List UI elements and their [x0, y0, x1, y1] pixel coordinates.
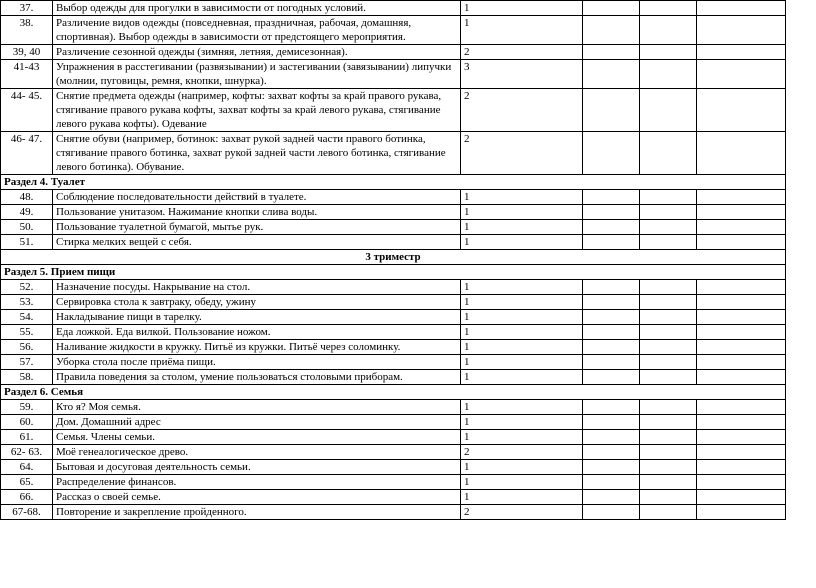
lesson-number: 61.: [1, 430, 53, 445]
table-row: [1, 60, 786, 89]
lesson-hours: 1: [461, 325, 583, 340]
empty-cell: [640, 310, 697, 325]
empty-cell: [697, 430, 786, 445]
lesson-hours: 2: [461, 445, 583, 460]
lesson-hours: 2: [461, 505, 583, 520]
lesson-hours: 1: [461, 430, 583, 445]
lesson-number: 39, 40: [1, 45, 53, 60]
empty-cell: [640, 490, 697, 505]
empty-cell: [640, 325, 697, 340]
section-header-row: [1, 175, 786, 190]
lesson-number: 64.: [1, 460, 53, 475]
table-row: [1, 45, 786, 60]
lesson-topic: Дом. Домашний адрес: [53, 415, 461, 430]
table-row: [1, 1, 786, 16]
empty-cell: [640, 340, 697, 355]
lesson-number: 58.: [1, 370, 53, 385]
empty-cell: [697, 45, 786, 60]
lesson-number: 53.: [1, 295, 53, 310]
lesson-topic: Сервировка стола к завтраку, обеду, ужину: [53, 295, 461, 310]
empty-cell: [583, 370, 640, 385]
empty-cell: [697, 460, 786, 475]
lesson-topic: Пользование туалетной бумагой, мытье рук.: [53, 220, 461, 235]
lesson-number: 55.: [1, 325, 53, 340]
table-row: [1, 400, 786, 415]
lesson-topic: Кто я? Моя семья.: [53, 400, 461, 415]
lesson-topic: Распределение финансов.: [53, 475, 461, 490]
lesson-topic: Повторение и закрепление пройденного.: [53, 505, 461, 520]
empty-cell: [583, 220, 640, 235]
empty-cell: [697, 505, 786, 520]
lesson-number: 38.: [1, 16, 53, 45]
empty-cell: [583, 355, 640, 370]
lesson-hours: 1: [461, 1, 583, 16]
empty-cell: [697, 235, 786, 250]
lesson-topic: Стирка мелких вещей с себя.: [53, 235, 461, 250]
term-header-row: [1, 250, 786, 265]
empty-cell: [583, 1, 640, 16]
empty-cell: [697, 310, 786, 325]
lesson-number: 66.: [1, 490, 53, 505]
empty-cell: [697, 89, 786, 132]
lesson-topic: Пользование унитазом. Нажимание кнопки слива воды.: [53, 205, 461, 220]
lesson-topic: Семья. Члены семьи.: [53, 430, 461, 445]
empty-cell: [640, 235, 697, 250]
lesson-number: 56.: [1, 340, 53, 355]
lesson-number: 67-68.: [1, 505, 53, 520]
empty-cell: [697, 190, 786, 205]
table-row: [1, 235, 786, 250]
empty-cell: [583, 295, 640, 310]
lesson-topic: Рассказ о своей семье.: [53, 490, 461, 505]
empty-cell: [583, 430, 640, 445]
empty-cell: [697, 415, 786, 430]
empty-cell: [640, 400, 697, 415]
lesson-topic: Правила поведения за столом, умение пользоваться столовыми приборам.: [53, 370, 461, 385]
lesson-topic: Накладывание пищи в тарелку.: [53, 310, 461, 325]
empty-cell: [697, 475, 786, 490]
lesson-number: 62- 63.: [1, 445, 53, 460]
lesson-number: 44- 45.: [1, 89, 53, 132]
lesson-topic: Снятие обуви (например, ботинок: захват рукой задней части правого ботинка, стягивание правого ботинка, захват рукой задней части левого ботинка, стягивание левого ботинка). Обувание.: [53, 132, 461, 175]
empty-cell: [640, 445, 697, 460]
section-5-title: Раздел 5. Прием пищи: [1, 265, 786, 280]
table-row: [1, 89, 786, 132]
table-row: [1, 16, 786, 45]
empty-cell: [640, 190, 697, 205]
empty-cell: [697, 132, 786, 175]
lesson-hours: 1: [461, 205, 583, 220]
empty-cell: [697, 370, 786, 385]
empty-cell: [697, 205, 786, 220]
table-row: [1, 205, 786, 220]
lesson-number: 41-43: [1, 60, 53, 89]
empty-cell: [697, 280, 786, 295]
table-row: [1, 310, 786, 325]
lesson-hours: 1: [461, 355, 583, 370]
lesson-topic: Снятие предмета одежды (например, кофты: захват кофты за край правого рукава, стягивание правого рукава кофты, захват кофты за край левого рукава, стягивание левого рукава кофты). Одевание: [53, 89, 461, 132]
empty-cell: [583, 205, 640, 220]
empty-cell: [697, 16, 786, 45]
lesson-topic: Еда ложкой. Еда вилкой. Пользование ножом.: [53, 325, 461, 340]
table-row: [1, 190, 786, 205]
empty-cell: [697, 220, 786, 235]
table-row: [1, 340, 786, 355]
lesson-topic: Различение сезонной одежды (зимняя, летняя, демисезонная).: [53, 45, 461, 60]
empty-cell: [640, 280, 697, 295]
table-row: [1, 132, 786, 175]
empty-cell: [640, 295, 697, 310]
empty-cell: [640, 475, 697, 490]
lesson-number: 54.: [1, 310, 53, 325]
lesson-hours: 1: [461, 340, 583, 355]
empty-cell: [583, 505, 640, 520]
table-row: [1, 415, 786, 430]
table-row: [1, 280, 786, 295]
empty-cell: [640, 355, 697, 370]
lesson-hours: 1: [461, 310, 583, 325]
empty-cell: [697, 355, 786, 370]
empty-cell: [583, 89, 640, 132]
lesson-number: 52.: [1, 280, 53, 295]
empty-cell: [583, 400, 640, 415]
section-header-row: [1, 385, 786, 400]
section-4-title: Раздел 4. Туалет: [1, 175, 786, 190]
lesson-topic: Назначение посуды. Накрывание на стол.: [53, 280, 461, 295]
section-header-row: [1, 265, 786, 280]
empty-cell: [697, 340, 786, 355]
empty-cell: [583, 490, 640, 505]
lesson-hours: 1: [461, 460, 583, 475]
lesson-topic: Бытовая и досуговая деятельность семьи.: [53, 460, 461, 475]
empty-cell: [640, 460, 697, 475]
empty-cell: [583, 415, 640, 430]
empty-cell: [640, 89, 697, 132]
empty-cell: [583, 445, 640, 460]
lesson-number: 65.: [1, 475, 53, 490]
empty-cell: [583, 16, 640, 45]
empty-cell: [583, 190, 640, 205]
lesson-hours: 2: [461, 89, 583, 132]
lesson-topic: Уборка стола после приёма пищи.: [53, 355, 461, 370]
empty-cell: [583, 460, 640, 475]
lesson-number: 50.: [1, 220, 53, 235]
table-row: [1, 460, 786, 475]
lesson-topic: Выбор одежды для прогулки в зависимости от погодных условий.: [53, 1, 461, 16]
empty-cell: [583, 475, 640, 490]
table-row: [1, 490, 786, 505]
lesson-hours: 1: [461, 280, 583, 295]
lesson-number: 51.: [1, 235, 53, 250]
lesson-number: 48.: [1, 190, 53, 205]
lesson-topic: Соблюдение последовательности действий в туалете.: [53, 190, 461, 205]
lesson-number: 49.: [1, 205, 53, 220]
empty-cell: [640, 60, 697, 89]
lesson-hours: 1: [461, 220, 583, 235]
empty-cell: [640, 1, 697, 16]
empty-cell: [640, 205, 697, 220]
lesson-number: 57.: [1, 355, 53, 370]
lesson-hours: 1: [461, 370, 583, 385]
empty-cell: [583, 45, 640, 60]
lesson-number: 46- 47.: [1, 132, 53, 175]
table-row: [1, 220, 786, 235]
table-row: [1, 370, 786, 385]
empty-cell: [583, 235, 640, 250]
empty-cell: [697, 400, 786, 415]
lesson-number: 37.: [1, 1, 53, 16]
lesson-topic: Различение видов одежды (повседневная, праздничная, рабочая, домашняя, спортивная). Выбор одежды в зависимости от предстоящего мероприятия.: [53, 16, 461, 45]
empty-cell: [640, 16, 697, 45]
empty-cell: [583, 280, 640, 295]
empty-cell: [697, 1, 786, 16]
table-row: [1, 355, 786, 370]
empty-cell: [697, 325, 786, 340]
empty-cell: [583, 310, 640, 325]
empty-cell: [640, 132, 697, 175]
empty-cell: [640, 45, 697, 60]
lesson-number: 60.: [1, 415, 53, 430]
table-row: [1, 445, 786, 460]
lesson-hours: 1: [461, 415, 583, 430]
table-row: [1, 325, 786, 340]
lesson-hours: 1: [461, 295, 583, 310]
empty-cell: [583, 340, 640, 355]
empty-cell: [583, 132, 640, 175]
empty-cell: [640, 505, 697, 520]
lesson-hours: 1: [461, 235, 583, 250]
empty-cell: [697, 445, 786, 460]
empty-cell: [697, 490, 786, 505]
table-row: [1, 430, 786, 445]
empty-cell: [640, 220, 697, 235]
empty-cell: [640, 370, 697, 385]
empty-cell: [583, 325, 640, 340]
table-row: [1, 295, 786, 310]
term-title: 3 триместр: [1, 250, 786, 265]
lesson-hours: 1: [461, 475, 583, 490]
lesson-number: 59.: [1, 400, 53, 415]
lesson-hours: 1: [461, 16, 583, 45]
lesson-hours: 2: [461, 45, 583, 60]
lesson-topic: Моё генеалогическое древо.: [53, 445, 461, 460]
empty-cell: [640, 415, 697, 430]
lesson-hours: 1: [461, 400, 583, 415]
table-row: [1, 505, 786, 520]
empty-cell: [583, 60, 640, 89]
section-6-title: Раздел 6. Семья: [1, 385, 786, 400]
lesson-hours: 1: [461, 490, 583, 505]
empty-cell: [640, 430, 697, 445]
lesson-hours: 1: [461, 190, 583, 205]
table-row: [1, 475, 786, 490]
empty-cell: [697, 295, 786, 310]
lesson-topic: Наливание жидкости в кружку. Питьё из кружки. Питьё через соломинку.: [53, 340, 461, 355]
lesson-hours: 2: [461, 132, 583, 175]
lesson-hours: 3: [461, 60, 583, 89]
empty-cell: [697, 60, 786, 89]
lesson-topic: Упражнения в расстегивании (развязывании) и застегивании (завязывании) липучки (молнии, пуговицы, ремня, кнопки, шнурка).: [53, 60, 461, 89]
